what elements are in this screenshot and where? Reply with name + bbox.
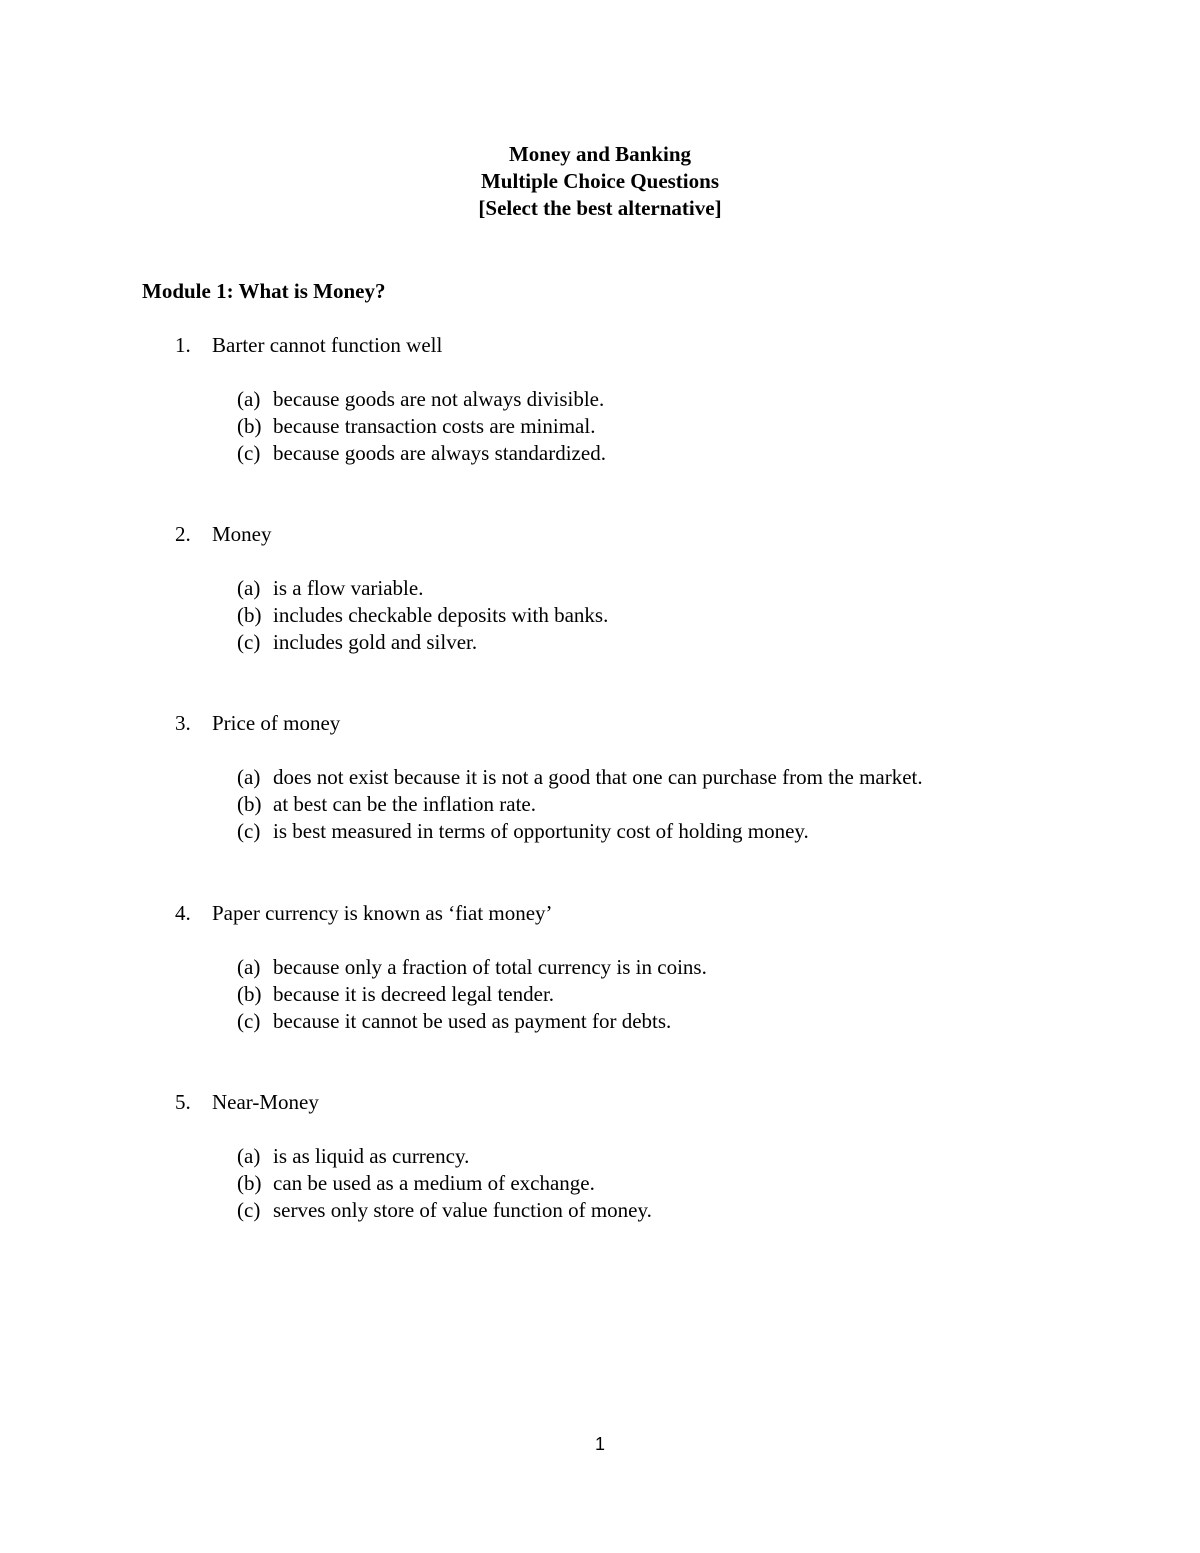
module-title: Module 1: What is Money? <box>142 279 386 303</box>
option-letter: (a) <box>237 955 261 979</box>
option-text: because it cannot be used as payment for debts. <box>273 1009 672 1033</box>
option-letter: (c) <box>237 441 261 465</box>
option-text: includes gold and silver. <box>273 630 478 654</box>
options-list <box>237 764 923 845</box>
option-c <box>237 629 608 656</box>
option-letter: (c) <box>237 630 261 654</box>
option-c <box>237 818 923 845</box>
option-text: can be used as a medium of exchange. <box>273 1171 595 1195</box>
question-4 <box>175 900 707 1035</box>
question-number: 2. <box>175 522 191 546</box>
option-letter: (b) <box>237 603 262 627</box>
option-text: does not exist because it is not a good that one can purchase from the market. <box>273 765 923 789</box>
option-text: because goods are always standardized. <box>273 441 606 465</box>
question-2 <box>175 521 608 656</box>
question-3 <box>175 710 923 845</box>
option-letter: (b) <box>237 982 262 1006</box>
options-list <box>237 954 707 1035</box>
option-text: is best measured in terms of opportunity cost of holding money. <box>273 819 809 843</box>
option-a <box>237 1143 652 1170</box>
question-stem: Paper currency is known as ‘fiat money’ <box>212 901 553 925</box>
option-letter: (c) <box>237 1009 261 1033</box>
option-b <box>237 981 707 1008</box>
document-header <box>0 141 1200 222</box>
option-b <box>237 791 923 818</box>
document-instruction: [Select the best alternative] <box>478 196 722 220</box>
question-stem: Barter cannot function well <box>212 333 443 357</box>
options-list <box>237 575 608 656</box>
option-a <box>237 386 606 413</box>
option-letter: (a) <box>237 765 261 789</box>
option-text: serves only store of value function of money. <box>273 1198 652 1222</box>
question-1 <box>175 332 606 467</box>
question-number: 3. <box>175 711 191 735</box>
option-c <box>237 440 606 467</box>
option-text: because goods are not always divisible. <box>273 387 605 411</box>
page-number: 1 <box>594 1434 605 1454</box>
option-a <box>237 764 923 791</box>
option-b <box>237 602 608 629</box>
option-c <box>237 1197 652 1224</box>
option-letter: (a) <box>237 387 261 411</box>
option-letter: (a) <box>237 576 261 600</box>
question-stem: Price of money <box>212 711 341 735</box>
option-a <box>237 954 707 981</box>
question-5 <box>175 1089 652 1224</box>
option-a <box>237 575 608 602</box>
option-text: includes checkable deposits with banks. <box>273 603 609 627</box>
option-text: because only a fraction of total currency is in coins. <box>273 955 707 979</box>
option-letter: (b) <box>237 414 262 438</box>
option-letter: (c) <box>237 819 261 843</box>
option-text: because transaction costs are minimal. <box>273 414 596 438</box>
option-letter: (b) <box>237 792 262 816</box>
options-list <box>237 1143 652 1224</box>
option-letter: (c) <box>237 1198 261 1222</box>
question-stem: Money <box>212 522 272 546</box>
option-b <box>237 413 606 440</box>
question-number: 5. <box>175 1090 191 1114</box>
question-number: 1. <box>175 333 191 357</box>
option-c <box>237 1008 707 1035</box>
option-letter: (a) <box>237 1144 261 1168</box>
options-list <box>237 386 606 467</box>
question-stem: Near-Money <box>212 1090 319 1114</box>
option-text: because it is decreed legal tender. <box>273 982 555 1006</box>
option-b <box>237 1170 652 1197</box>
document-subtitle: Multiple Choice Questions <box>480 169 719 193</box>
question-number: 4. <box>175 901 191 925</box>
option-letter: (b) <box>237 1171 262 1195</box>
document-title: Money and Banking <box>508 142 692 166</box>
option-text: is as liquid as currency. <box>273 1144 470 1168</box>
option-text: is a flow variable. <box>273 576 424 600</box>
option-text: at best can be the inflation rate. <box>273 792 536 816</box>
